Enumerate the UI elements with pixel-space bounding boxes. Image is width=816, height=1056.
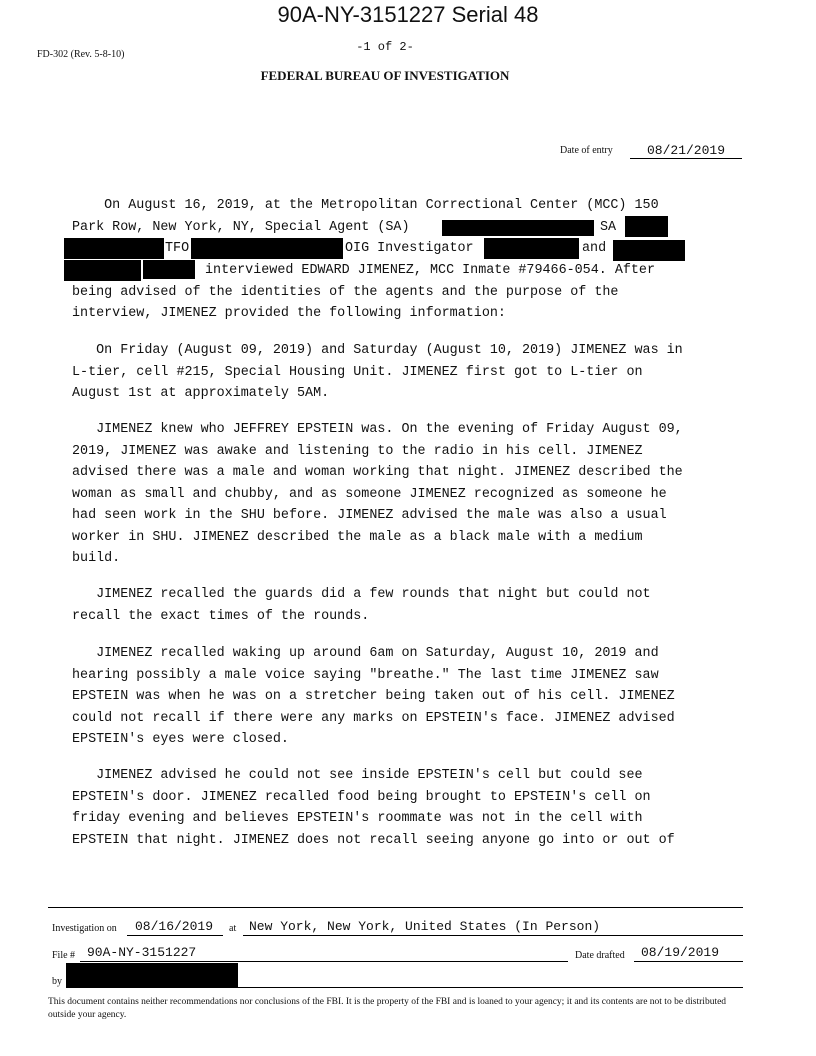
at-label: at — [229, 923, 237, 934]
footer-divider — [48, 907, 743, 908]
date-of-entry-value: 08/21/2019 — [630, 143, 742, 159]
date-of-entry-label: Date of entry — [560, 145, 613, 156]
p1-line-1: On August 16, 2019, at the Metropolitan Correctional Center (MCC) 150 — [72, 198, 659, 213]
p1-line-3a: TFO — [165, 241, 190, 256]
serial-header: 90A-NY-3151227 Serial 48 — [277, 2, 539, 27]
disclaimer: This document contains neither recommendations nor conclusions of the FBI. It is the property of the FBI and is loaned to your agency; it and its contents are not to be distributed outside your agency. — [48, 997, 727, 1020]
p1-line-2b: SA — [600, 220, 617, 235]
redaction-block — [484, 238, 579, 259]
paragraph-6: JIMENEZ advised he could not see inside EPSTEIN's cell but could see EPSTEIN's door. JIMENEZ recalled food being brought to EPSTEIN's cell on friday evening and believes EPSTEIN's roommate was not in the cell with EPSTEIN that night. JIMENEZ does not recall seeing anyone go into or out of — [72, 768, 675, 848]
date-drafted-line — [634, 961, 743, 962]
investigation-on-label: Investigation on — [52, 923, 117, 934]
p1-line-6: interview, JIMENEZ provided the following information: — [72, 306, 506, 321]
investigation-date-line — [127, 935, 223, 936]
investigation-date: 08/16/2019 — [135, 919, 214, 934]
location-line — [243, 935, 743, 936]
file-number-line — [80, 961, 568, 962]
redaction-block — [64, 238, 164, 259]
redaction-block — [143, 260, 195, 279]
page-number: -1 of 2- — [356, 40, 414, 54]
p1-line-3b: OIG Investigator — [345, 241, 474, 256]
p1-line-3c: and — [582, 241, 607, 256]
paragraph-5: JIMENEZ recalled waking up around 6am on Saturday, August 10, 2019 and hearing possibly a male voice saying "breathe." The last time JIMENEZ saw EPSTEIN was when he was on a stretcher being taken out of his cell. JIMENEZ could not recall if there were any marks on EPSTEIN's face. JIMENEZ advised EPSTEIN's eyes were closed. — [72, 646, 675, 747]
redaction-block — [66, 963, 238, 987]
investigation-location: New York, New York, United States (In Person) — [249, 919, 601, 934]
paragraph-3: JIMENEZ knew who JEFFREY EPSTEIN was. On the evening of Friday August 09, 2019, JIMENEZ was awake and listening to the radio in his cell. JIMENEZ advised there was a male and woman working that night. JIMENEZ described the woman as small and chubby, and as someone JIMENEZ recognized as someone he had seen work in the SHU before. JIMENEZ advised the male was also a usual worker in SHU. JIMENEZ described the male as a black male with a medium build. — [72, 422, 683, 566]
redaction-block — [613, 240, 685, 261]
by-line — [66, 987, 743, 988]
paragraph-4: JIMENEZ recalled the guards did a few rounds that night but could not recall the exact times of the rounds. — [72, 587, 651, 624]
p1-line-2a: Park Row, New York, NY, Special Agent (SA) — [72, 220, 410, 235]
redaction-block — [191, 238, 343, 259]
by-label: by — [52, 976, 62, 987]
p1-line-5: being advised of the identities of the agents and the purpose of the — [72, 285, 619, 300]
date-drafted-label: Date drafted — [575, 950, 625, 961]
paragraph-2: On Friday (August 09, 2019) and Saturday (August 10, 2019) JIMENEZ was in L-tier, cell #215, Special Housing Unit. JIMENEZ first got to L-tier on August 1st at approximately 5AM. — [72, 343, 683, 401]
file-number: 90A-NY-3151227 — [87, 945, 197, 960]
redaction-block — [64, 260, 141, 281]
agency-title: FEDERAL BUREAU OF INVESTIGATION — [260, 68, 510, 83]
form-id: FD-302 (Rev. 5-8-10) — [37, 49, 125, 60]
redaction-block — [442, 220, 594, 236]
p1-line-4: interviewed EDWARD JIMENEZ, MCC Inmate #79466-054. After — [205, 263, 655, 278]
redaction-block — [625, 216, 668, 237]
date-drafted: 08/19/2019 — [641, 945, 720, 960]
file-number-label: File # — [52, 950, 76, 961]
